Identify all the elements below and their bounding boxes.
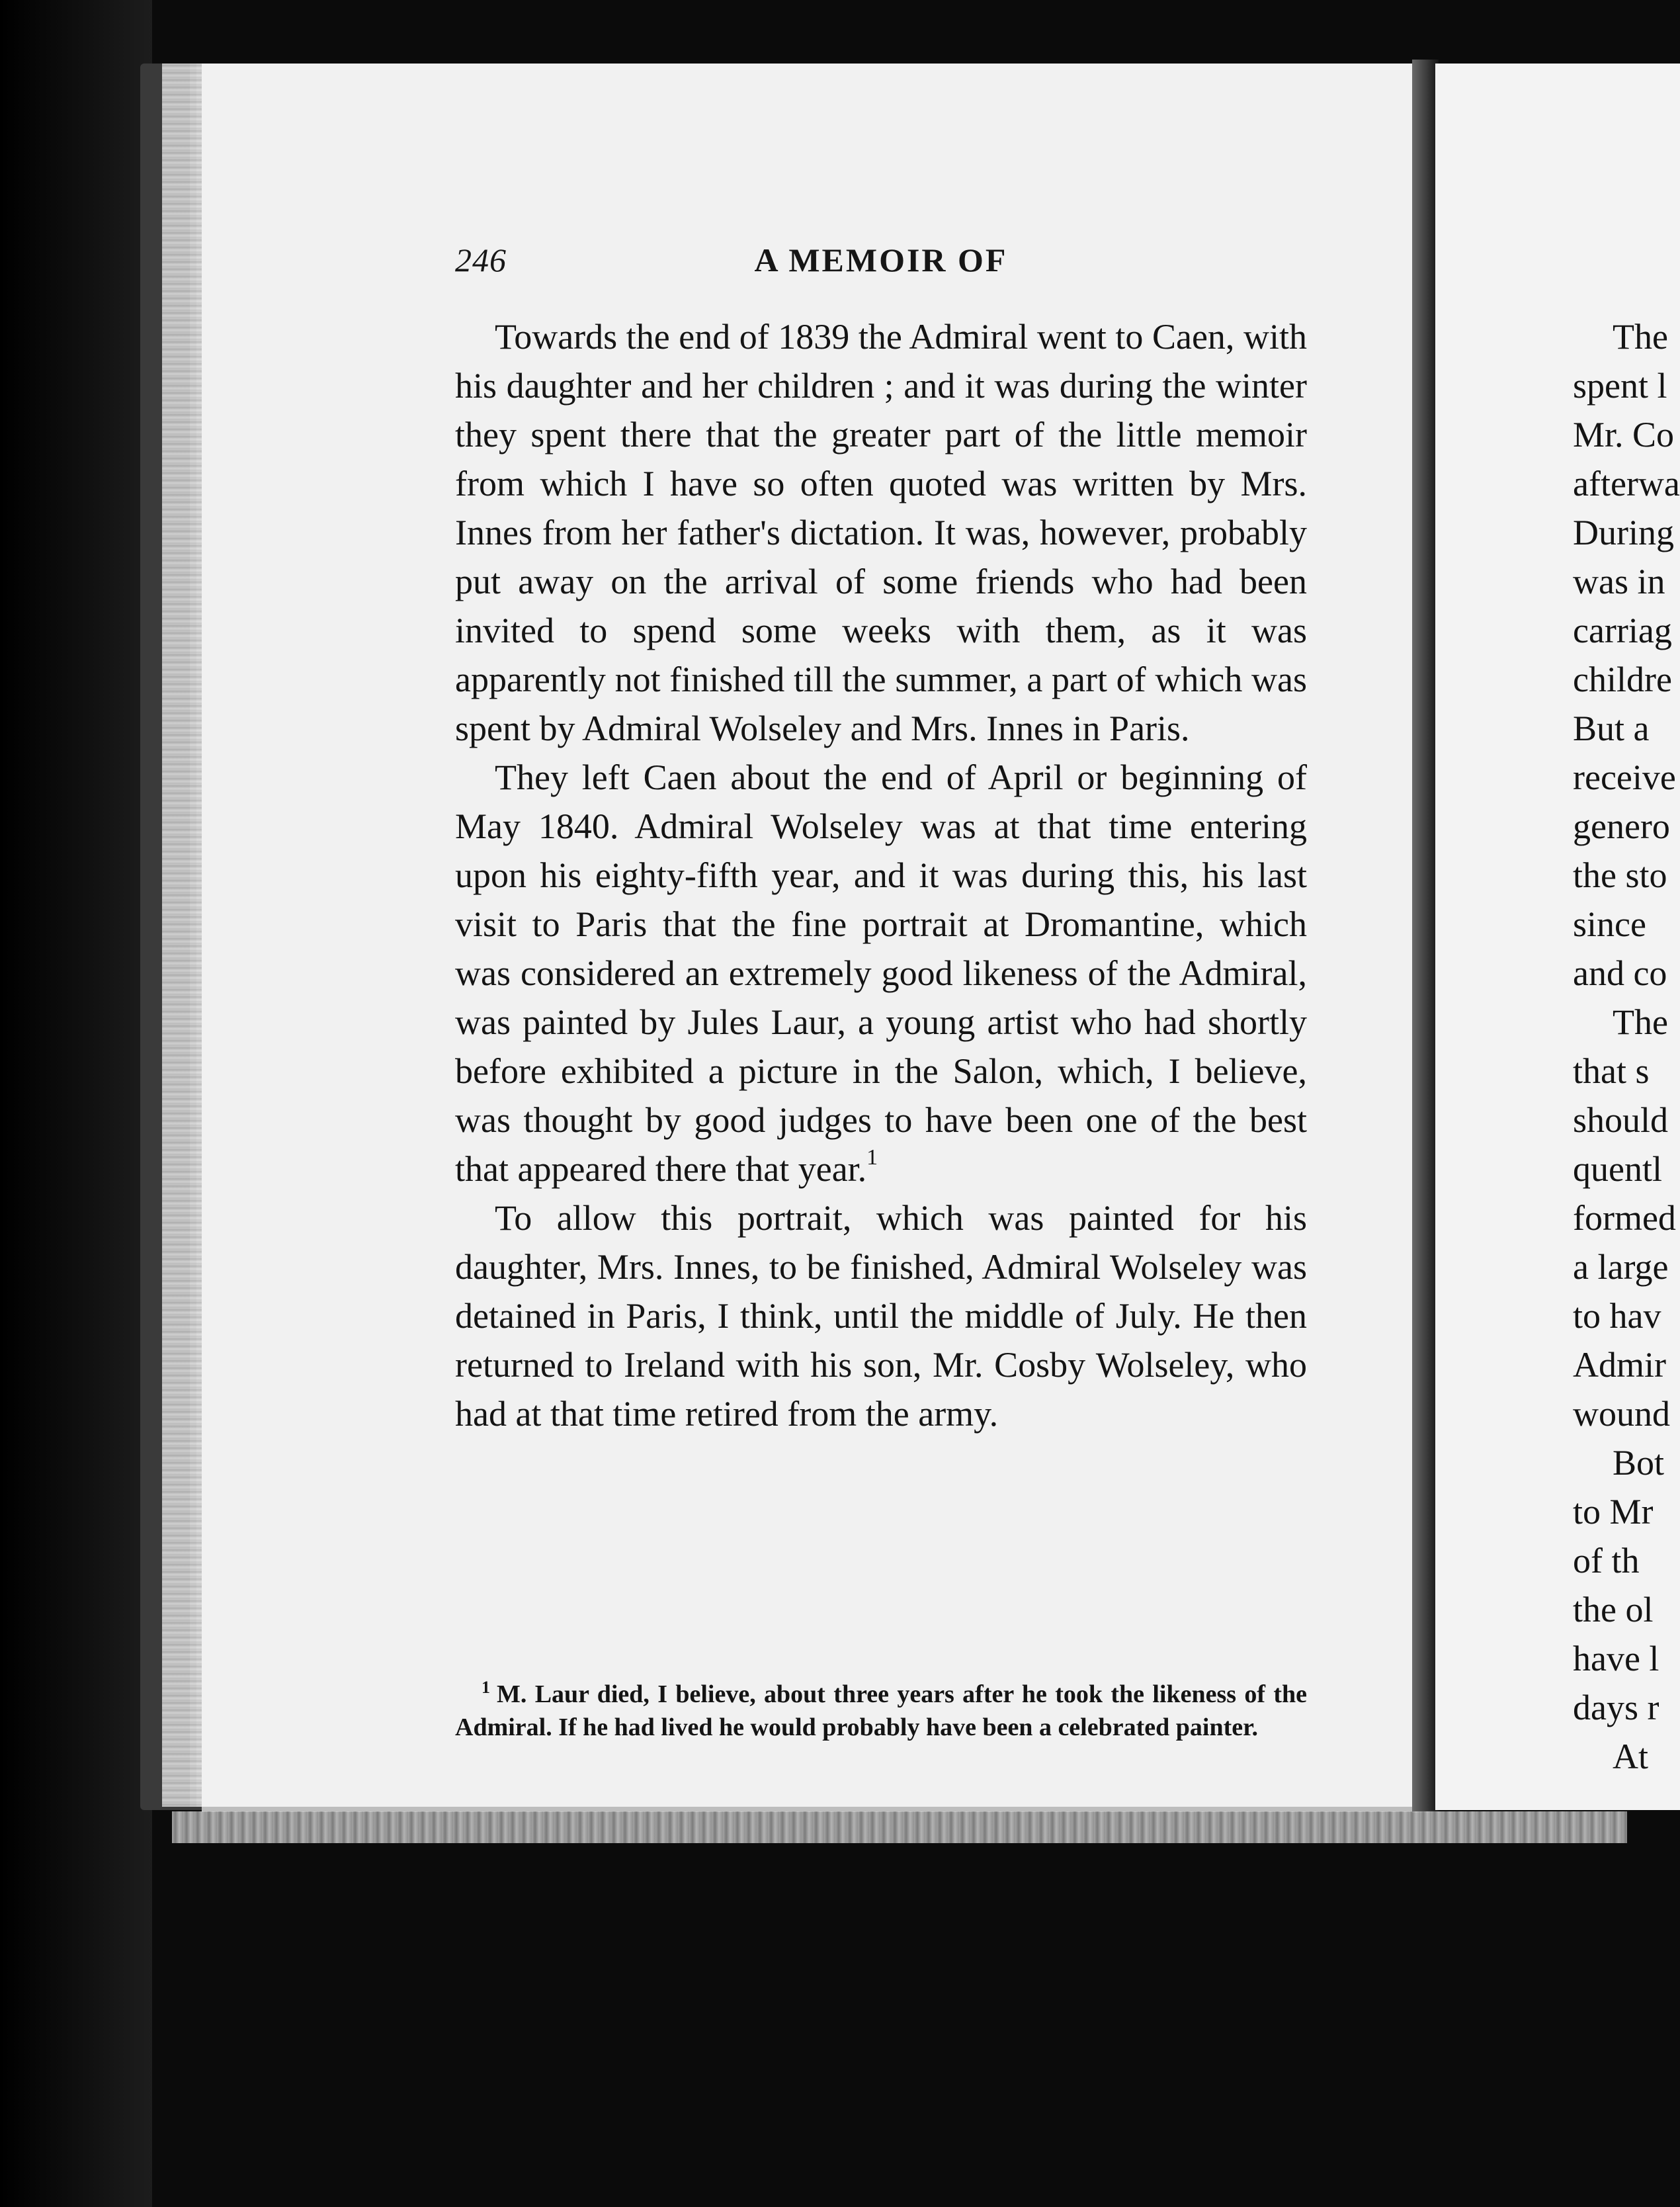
facing-page-line: The <box>1613 1002 1668 1042</box>
facing-page-line: afterwa <box>1573 464 1680 503</box>
running-head-title: A MEMOIR OF <box>754 241 1008 279</box>
facing-page-line: since <box>1573 904 1646 944</box>
facing-page-line: a large <box>1573 1247 1669 1287</box>
facing-page-line: wound <box>1573 1394 1670 1434</box>
page-bottom-edge <box>172 1811 1627 1843</box>
facing-page-line: the ol <box>1573 1590 1654 1629</box>
facing-page-line: that s <box>1573 1051 1650 1091</box>
facing-page-line: have l <box>1573 1639 1659 1678</box>
facing-page-line: formed <box>1573 1198 1676 1238</box>
facing-page-line: But a <box>1573 709 1650 748</box>
footnote <box>455 1678 1307 1744</box>
main-text <box>455 312 1307 1438</box>
facing-page-line: the sto <box>1573 855 1667 895</box>
footnote-text: M. Laur died, I believe, about three years after he took the likeness of the Admiral. If he had lived he would probably have been a celebrated painter. <box>455 1680 1307 1741</box>
scan-background-shadow <box>0 0 152 2207</box>
facing-page-line: of th <box>1573 1541 1640 1580</box>
footnote-reference: 1 <box>866 1145 878 1170</box>
running-head <box>455 241 1307 287</box>
facing-page-line: genero <box>1573 806 1670 846</box>
facing-page-line: spent l <box>1573 366 1667 406</box>
paragraph-2 <box>455 753 1307 1193</box>
facing-page-line: and co <box>1573 953 1667 993</box>
paragraph-3: To allow this portrait, which was painted for his daughter, Mrs. Innes, to be finished, Admiral Wolseley was detained in Paris, I think, until the middle of July. He then returned to Ireland with his son, Mr. Cosby Wolseley, who had at that time retired from the army. <box>455 1198 1307 1434</box>
footnote-number: 1 <box>482 1678 490 1697</box>
facing-page-line: childre <box>1573 660 1672 699</box>
facing-page-line: days r <box>1573 1688 1659 1727</box>
facing-page-line: to hav <box>1573 1296 1661 1336</box>
paragraph-2-text: They left Caen about the end of April or beginning of May 1840. Admiral Wolseley was at that time entering upon his eighty-fifth year, and it was during this, his last visit to Paris that the fine portrait at Dromantine, which was considered an extremely good likeness of the Admiral, was painted by Jules Laur, a young artist who had shortly before exhibited a picture in the Salon, which, I believe, was thought by good judges to have been one of the best that appeared there that year. <box>455 757 1307 1189</box>
facing-page-line: quentl <box>1573 1149 1662 1189</box>
facing-page-text <box>1573 312 1680 1781</box>
facing-page-line: At <box>1613 1737 1648 1776</box>
paragraph-1: Towards the end of 1839 the Admiral went to Caen, with his daughter and her children ; and it was during the winter they spent there that the greater part of the little memoir from which I have so often quoted was written by Mrs. Innes from her father's dictation. It was, however, probably put away on the arrival of some friends who had been invited to spend some weeks with them, as it was apparently not finished till the summer, a part of which was spent by Admiral Wolseley and Mrs. Innes in Paris. <box>455 317 1307 748</box>
facing-page-line: The <box>1613 317 1668 357</box>
book-gutter <box>1412 60 1439 1813</box>
facing-page-line: to Mr <box>1573 1492 1654 1532</box>
facing-page-line: was in <box>1573 562 1665 601</box>
facing-page-line: carriag <box>1573 611 1672 650</box>
page-number: 246 <box>455 241 507 279</box>
facing-page-line: During <box>1573 513 1674 552</box>
facing-page-line: Admir <box>1573 1345 1666 1385</box>
facing-page-line: should <box>1573 1100 1669 1140</box>
facing-page-line: receive <box>1573 757 1676 797</box>
facing-page-line: Bot <box>1613 1443 1665 1483</box>
facing-page-line: Mr. Co <box>1573 415 1675 454</box>
